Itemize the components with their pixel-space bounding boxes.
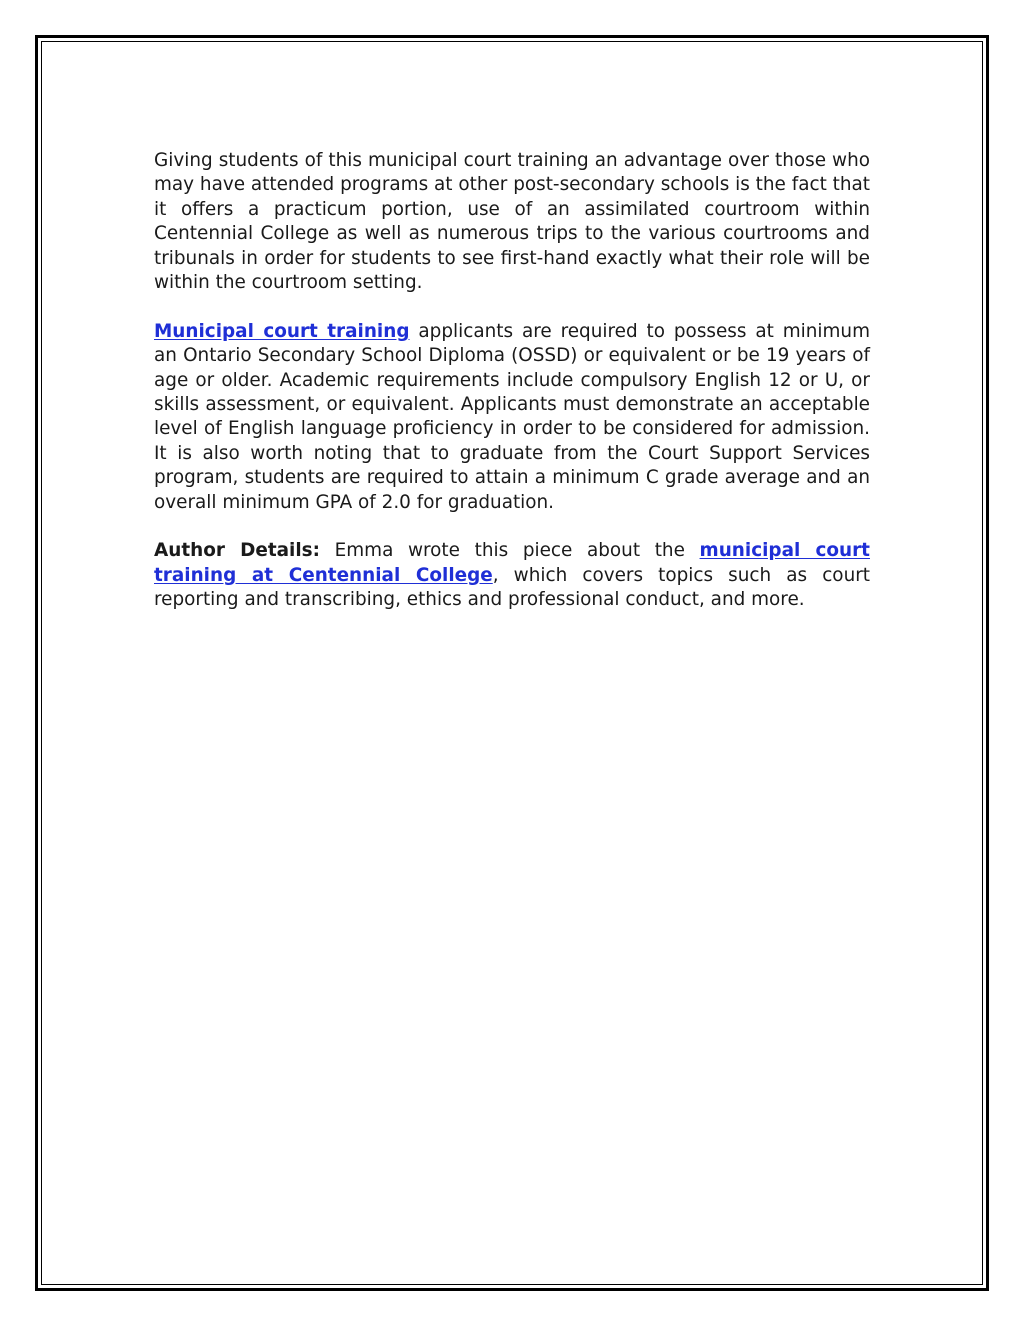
paragraph-intro-text: Giving students of this municipal court training an advantage over those who may have attended programs at other post-secondary schools is the fact that it offers a practicum portion, use of an assimilated courtroom within Centennial College as well as numerous trips to the various courtrooms and tribunals in order for students to see first-hand exactly what their role will be within the courtroom setting. — [154, 150, 870, 294]
document-body — [154, 149, 870, 637]
paragraph-requirements — [154, 320, 870, 515]
author-details — [154, 539, 870, 612]
author-details-label: Author Details: — [154, 540, 320, 562]
municipal-court-training-link[interactable]: Municipal court training — [154, 320, 410, 342]
author-details-text-after: , which covers topics such as court reporting and transcribing, ethics and professional conduct, and more. — [154, 564, 870, 611]
author-details-text-before: Emma wrote this piece about the — [319, 540, 700, 562]
centennial-college-link[interactable]: municipal court training at Centennial College — [154, 540, 870, 586]
paragraph-requirements-text: applicants are required to possess at minimum an Ontario Secondary School Diploma (OSSD) or equivalent or be 19 years of age or older. Academic requirements include compulsory English 12 or U, or skills assessment, or equivalent. Applicants must demonstrate an acceptable level of English language proficiency in order to be considered for admission. It is also worth noting that to graduate from the Court Support Services program, students are required to attain a minimum C grade average and an overall minimum GPA of 2.0 for graduation. — [154, 320, 870, 513]
paragraph-intro — [154, 149, 870, 295]
